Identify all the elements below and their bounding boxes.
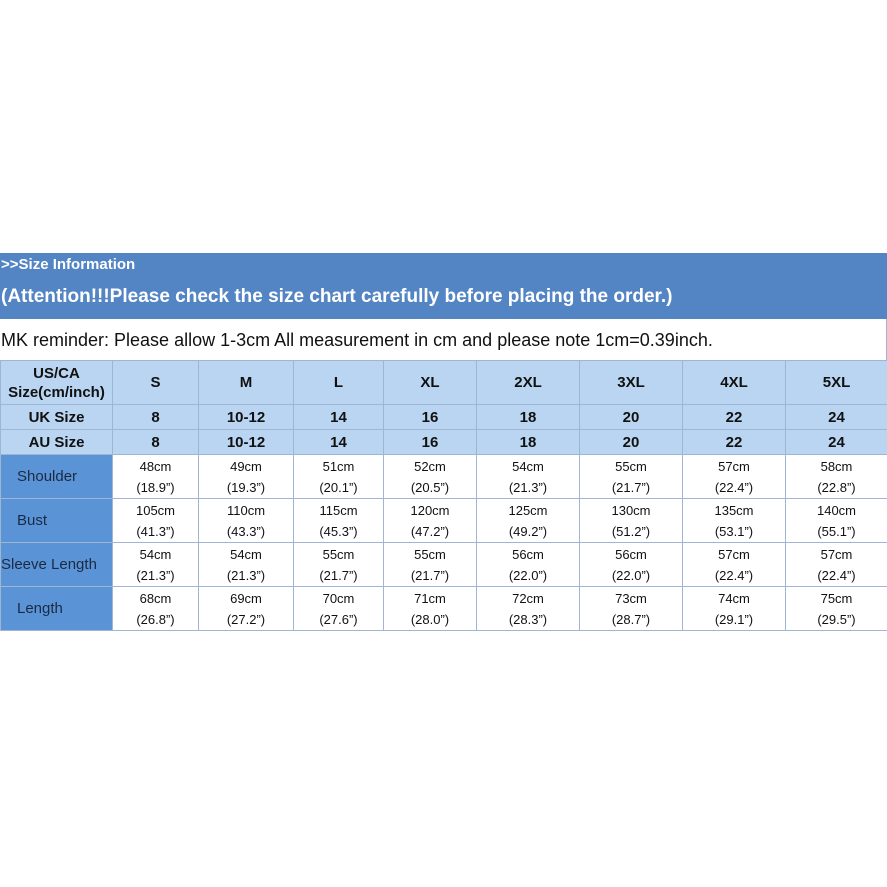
inch-value: (43.3”) [226,523,266,539]
inch-value: (29.5”) [817,611,856,627]
inch-value: (21.7”) [319,567,358,583]
inch-value: (55.1”) [817,523,856,539]
inch-value: (28.0”) [410,611,450,627]
size-cell: L [294,361,384,405]
measurement-cell [580,455,683,499]
measurement-cell [384,455,477,499]
cm-value: 57cm [718,458,750,474]
cm-value: 69cm [230,590,262,606]
inch-value: (20.5”) [410,479,450,495]
measurement-label [1,499,113,543]
inch-value: (22.4”) [714,567,754,583]
inch-value: (21.3”) [136,567,175,583]
size-cell: 18 [477,430,580,455]
size-row-label: US/CA Size(cm/inch) [1,361,113,405]
cm-value: 55cm [414,546,446,562]
size-cell: 16 [384,405,477,430]
size-row [1,361,887,405]
cm-value: 105cm [135,502,176,518]
measurement-cell [113,543,199,587]
size-cell: 10-12 [199,430,294,455]
measurement-cell [113,499,199,543]
measurement-cell [294,543,384,587]
measurement-cell [294,455,384,499]
inch-value: (22.8”) [817,479,856,495]
inch-value: (27.6”) [319,611,358,627]
inch-value: (22.0”) [508,567,548,583]
size-row-label: UK Size [1,405,113,430]
size-cell: 2XL [477,361,580,405]
measurement-label-text: Bust [17,512,48,529]
cm-value: 115cm [319,502,358,518]
size-row [1,430,887,455]
size-info-title: >>Size Information [0,253,887,277]
measurement-cell [384,587,477,631]
measurement-reminder: MK reminder: Please allow 1-3cm All measurement in cm and please note 1cm=0.39inch. [0,319,887,360]
cm-value: 120cm [410,502,450,518]
size-cell: 16 [384,430,477,455]
size-cell: 14 [294,430,384,455]
cm-value: 57cm [820,546,853,562]
measurement-cell [199,543,294,587]
cm-value: 58cm [820,458,853,474]
inch-value: (21.3”) [508,479,548,495]
measurement-cell [683,543,786,587]
measurement-cell [199,455,294,499]
size-cell: 5XL [786,361,887,405]
cm-value: 54cm [139,546,172,562]
inch-value: (19.3”) [226,479,266,495]
size-table [0,360,887,631]
inch-value: (21.7”) [410,567,450,583]
size-cell: 24 [786,405,887,430]
cm-value: 56cm [615,546,647,562]
cm-value: 54cm [230,546,262,562]
inch-value: (21.3”) [226,567,266,583]
measurement-label [1,543,113,587]
size-cell: 3XL [580,361,683,405]
measurement-cell [384,499,477,543]
cm-value: 74cm [718,590,750,606]
measurement-cell [786,543,887,587]
cm-value: 55cm [322,546,355,562]
inch-value: (51.2”) [611,523,651,539]
measurement-cell [477,587,580,631]
cm-value: 57cm [718,546,750,562]
measurement-cell [683,499,786,543]
inch-value: (28.7”) [611,611,651,627]
inch-value: (27.2”) [226,611,266,627]
inch-value: (47.2”) [410,523,450,539]
measurement-cell [199,587,294,631]
attention-banner: (Attention!!!Please check the size chart carefully before placing the order.) [0,277,887,319]
measurement-row [1,499,887,543]
inch-value: (20.1”) [319,479,358,495]
cm-value: 54cm [512,458,544,474]
inch-value: (29.1”) [714,611,754,627]
cm-value: 49cm [230,458,262,474]
measurement-cell [477,499,580,543]
cm-value: 51cm [322,458,355,474]
measurement-label-text: Length [17,600,63,617]
measurement-cell [113,587,199,631]
inch-value: (18.9”) [136,479,175,495]
measurement-cell [294,587,384,631]
measurement-cell [786,499,887,543]
size-cell: M [199,361,294,405]
measurement-cell [477,455,580,499]
size-cell: 18 [477,405,580,430]
measurement-cell [113,455,199,499]
measurement-cell [786,455,887,499]
size-chart [0,253,887,631]
measurement-cell [683,455,786,499]
cm-value: 135cm [714,502,754,518]
size-row-label: AU Size [1,430,113,455]
size-row [1,405,887,430]
cm-value: 110cm [226,502,266,518]
measurement-cell [384,543,477,587]
measurement-row [1,587,887,631]
measurement-label-text: Sleeve Length [1,556,97,573]
size-cell: 20 [580,430,683,455]
measurement-cell [786,587,887,631]
cm-value: 55cm [615,458,647,474]
measurement-label [1,455,113,499]
size-cell: 20 [580,405,683,430]
inch-value: (41.3”) [136,523,175,539]
cm-value: 140cm [816,502,857,518]
cm-value: 56cm [512,546,544,562]
inch-value: (53.1”) [714,523,754,539]
size-cell: S [113,361,199,405]
inch-value: (45.3”) [319,523,358,539]
measurement-cell [683,587,786,631]
inch-value: (22.4”) [714,479,754,495]
size-cell: 10-12 [199,405,294,430]
size-cell: 22 [683,430,786,455]
measurement-cell [580,499,683,543]
inch-value: (28.3”) [508,611,548,627]
inch-value: (49.2”) [508,523,548,539]
cm-value: 73cm [615,590,647,606]
cm-value: 70cm [322,590,355,606]
cm-value: 71cm [414,590,446,606]
size-cell: 8 [113,430,199,455]
inch-value: (21.7”) [611,479,651,495]
inch-value: (22.4”) [817,567,856,583]
size-cell: 22 [683,405,786,430]
size-cell: 4XL [683,361,786,405]
measurement-label [1,587,113,631]
measurement-cell [477,543,580,587]
cm-value: 48cm [139,458,172,474]
inch-value: (26.8”) [136,611,175,627]
cm-value: 75cm [820,590,853,606]
cm-value: 52cm [414,458,446,474]
size-cell: 24 [786,430,887,455]
cm-value: 68cm [139,590,172,606]
cm-value: 130cm [611,502,651,518]
size-cell: 14 [294,405,384,430]
size-cell: 8 [113,405,199,430]
measurement-row [1,455,887,499]
measurement-row [1,543,887,587]
measurement-cell [580,543,683,587]
measurement-cell [199,499,294,543]
measurement-cell [294,499,384,543]
measurement-label-text: Shoulder [17,468,78,485]
measurement-cell [580,587,683,631]
size-cell: XL [384,361,477,405]
cm-value: 72cm [512,590,544,606]
inch-value: (22.0”) [611,567,651,583]
cm-value: 125cm [508,502,548,518]
